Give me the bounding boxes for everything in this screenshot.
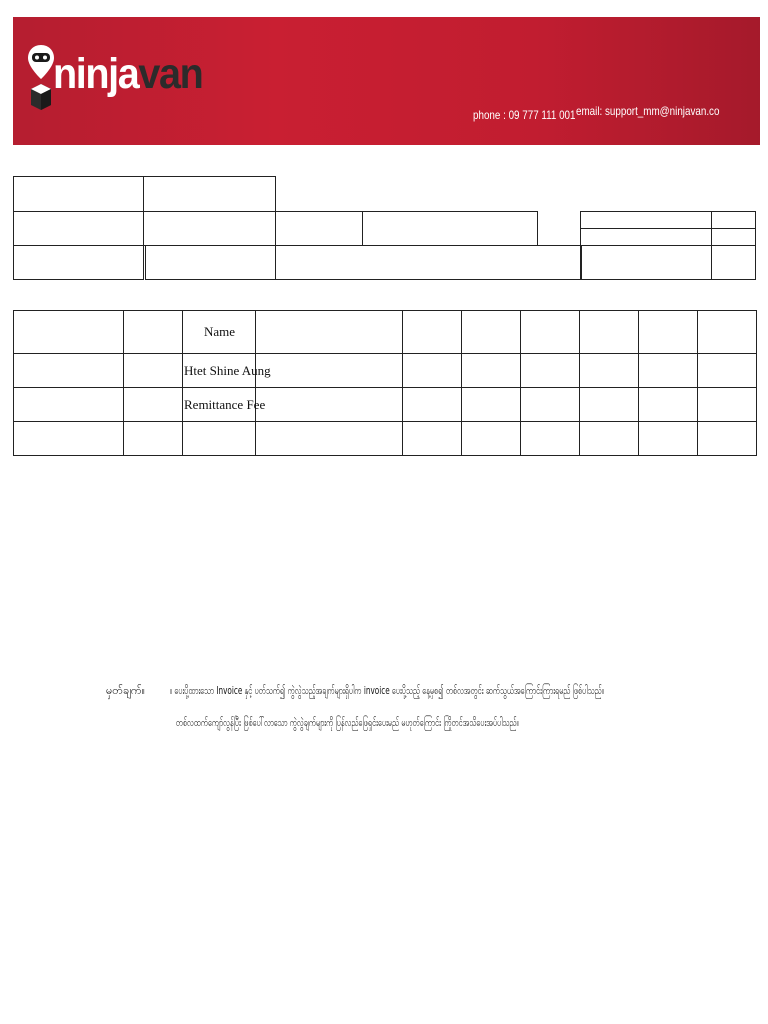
table-row (14, 388, 757, 422)
support-email: email: support_mm@ninjavan.co (576, 104, 720, 118)
summary-cell (711, 245, 756, 280)
info-cell (362, 211, 538, 246)
summary-cell (711, 211, 756, 229)
row-name: Remittance Fee (183, 388, 256, 422)
note-line-2: တစ်လထက်ကျော်လွန်ပြီး ဖြစ်ပေါ်လာသော ကွဲလွဲချက်များကို ပြန်လည်ဖြေရှင်းပေးမည် မဟုတ်ကြောင်း ကြိုတင်အသိပေးအပ်ပါသည်။ (176, 716, 519, 729)
info-cell (143, 176, 276, 212)
note-line-1: ။ ပေးပို့ထားသော Invoice နှင့် ပတ်သက်၍ ကွဲလွဲသည့်အချက်များရှိပါက invoice ပေးပို့သည့် နေ့မှစ၍ တစ်လအတွင်း ဆက်သွယ်အကြောင်းကြားရမည် ဖြစ်ပါသည်။ (170, 684, 604, 697)
summary-cell (580, 228, 712, 246)
header-banner (13, 17, 760, 145)
map-pin-ninja-icon (27, 43, 55, 115)
info-cell (13, 211, 144, 246)
row-name: Htet Shine Aung (183, 354, 256, 388)
info-cell (13, 176, 144, 212)
info-cell (143, 211, 276, 246)
table-header-row (14, 311, 757, 354)
table-row (14, 422, 757, 456)
phone-number: phone : 09 777 111 001 (473, 108, 576, 122)
items-table (13, 310, 757, 456)
info-cell (145, 245, 276, 280)
table-row (14, 354, 757, 388)
summary-cell (580, 211, 712, 229)
row-name (183, 422, 256, 456)
summary-cell (711, 228, 756, 246)
brand-wordmark: ninjavan (53, 50, 203, 98)
info-cell (13, 245, 144, 280)
column-header-name: Name (183, 311, 256, 354)
note-label: မှတ်ချက်။ (106, 684, 146, 697)
summary-cell (580, 245, 712, 280)
brand-logo (27, 37, 203, 117)
info-cell-wide (275, 245, 582, 280)
info-cell (275, 211, 363, 246)
